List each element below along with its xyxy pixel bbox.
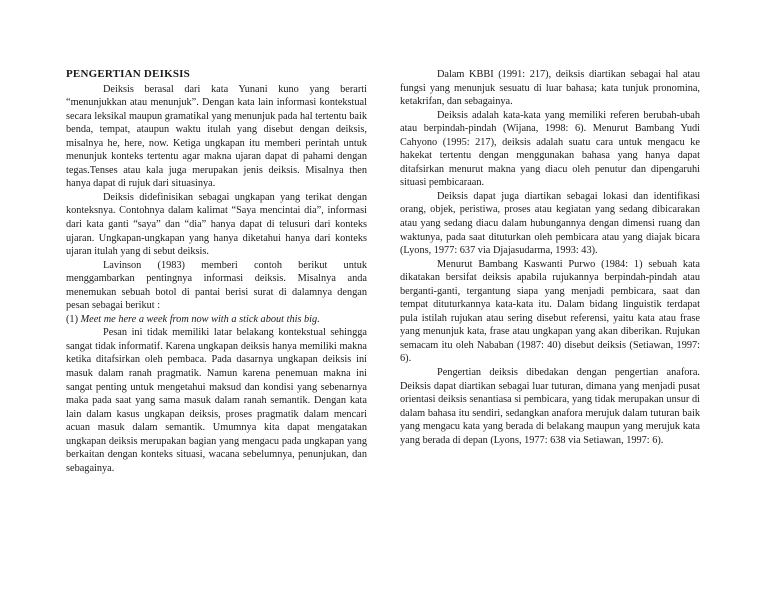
example-sentence [66,313,367,327]
paragraph-purwo: Menurut Bambang Kaswanti Purwo (1984: 1) sebuah kata dikatakan bersifat deiksis apabila rujukannya berpindah-pindah atau berganti-ganti, tergantung siapa yang menjadi pembicara, saat dan tempat dituturkannya kata-kata itu. Dalam bidang linguistik terdapat pula istilah rujukan atau sering disebut referensi, yaitu kata atau frase yang menunjuk kata, frase atau ungkapan yang akan diberikan. Rujukan semacam itu oleh Nababan (1987: 40) disebut deiksis (Setiawan, 1997: 6). [400,258,700,365]
paragraph-origin: Deiksis berasal dari kata Yunani kuno yang berarti “menunjukkan atau menunjuk”. Dengan kata lain informasi kontekstual secara leksikal maupun gramatikal yang menunjuk pada hal tertentu baik benda, tempat, ataupun waktu itulah yang disebut dengan deiksis, misalnya he, here, now. Ketiga ungkapan itu memberi perintah untuk menunjuk konteks tertentu agar makna ujaran dapat di pahami dengan tegas.Tenses atau kala juga merupakan jenis deiksis. Misalnya then hanya dapat di rujuk dari situasinya. [66,83,367,190]
section-title: PENGERTIAN DEIKSIS [66,68,190,80]
paragraph-kbbi: Dalam KBBI (1991: 217), deiksis diartikan sebagai hal atau fungsi yang menunjuk sesuatu di luar bahasa; kata tunjuk pronomina, ketakrifan, dan sebagainya. [400,69,700,108]
paragraph-anafora: Pengertian deiksis dibedakan dengan pengertian anafora. Deiksis dapat diartikan sebagai luar tuturan, dimana yang menjadi pusat orientasi deiksis senantiasa si pembicara, yang tidak merupakan unsur di dalam bahasa itu sendiri, sedangkan anafora merujuk dalam tuturan baik yang mengacu kata yang berada di belakang maupun yang merujuk kata yang berada di depan (Lyons, 1977: 638 via Setiawan, 1997: 6). [400,367,700,446]
paragraph-levinson: Lavinson (1983) memberi contoh berikut untuk menggambarkan pentingnya informasi deiksis. Misalnya anda menemukan sebuah botol di pantai berisi surat di dalamnya dengan pesan sebagai berikut : [66,259,367,312]
right-column [400,68,700,447]
paragraph-lokasi: Deiksis dapat juga diartikan sebagai lokasi dan identifikasi orang, objek, peristiwa, proses atau kegiatan yang sedang dibicarakan atau yang sedang diacu dalam hubungannya dengan dimensi ruang dan waktunya, pada saat dituturkan oleh pembicara atau yang diajak bicara (Lyons, 1977: 637 via Djajasudarma, 1993: 43). [400,190,700,257]
left-column [66,68,367,475]
paragraph-pragmatics: Pesan ini tidak memiliki latar belakang kontekstual sehingga sangat tidak informatif. Karena ungkapan deiksis hanya memiliki makna ketika ditafsirkan oleh pembaca. Pada dasarnya ungkapan deiksis ini masuk dalam ranah pragmatik. Namun karena penemuan makna ini sangat penting untuk mengetahui maksud dan kondisi yang sebenarnya maka pada saat yang sama masuk dalam ranah semantik. Dengan kata lain dalam kasus ungkapan deiksis, proses pragmatik dalam mencari acuan masuk dalam semantik. Umumnya kita dapat mengatakan ungkapan deiksis merupakan bagian yang mengacu pada ungkapan yang berkaitan dengan konteks situasi, wacana sebelumnya, penunjukan, dan sebagainya. [66,327,367,474]
paragraph-definition: Deiksis didefinisikan sebagai ungkapan yang terikat dengan konteksnya. Contohnya dalam kalimat “Saya mencintai dia”, informasi dari kata ganti “saya” dan “dia” hanya dapat di telusuri dari konteks ujaran. Ungkapan-ungkapan yang hanya diketahui hanya dari konteks ujaran itulah yang di sebut deiksis. [66,191,367,258]
paragraph-referen: Deiksis adalah kata-kata yang memiliki referen berubah-ubah atau berpindah-pindah (Wijana, 1998: 6). Menurut Bambang Yudi Cahyono (1995: 217), deiksis adalah suatu cara untuk mengacu ke hakekat tertentu dengan menggunakan bahasa yang hanya dapat ditafsirkan menurut makna yang diacu oleh penutur dan dipengaruhi situasi pembicaraan. [400,109,700,189]
example-number: (1) [66,313,79,325]
example-text: Meet me here a week from now with a stick about this big. [80,313,320,325]
